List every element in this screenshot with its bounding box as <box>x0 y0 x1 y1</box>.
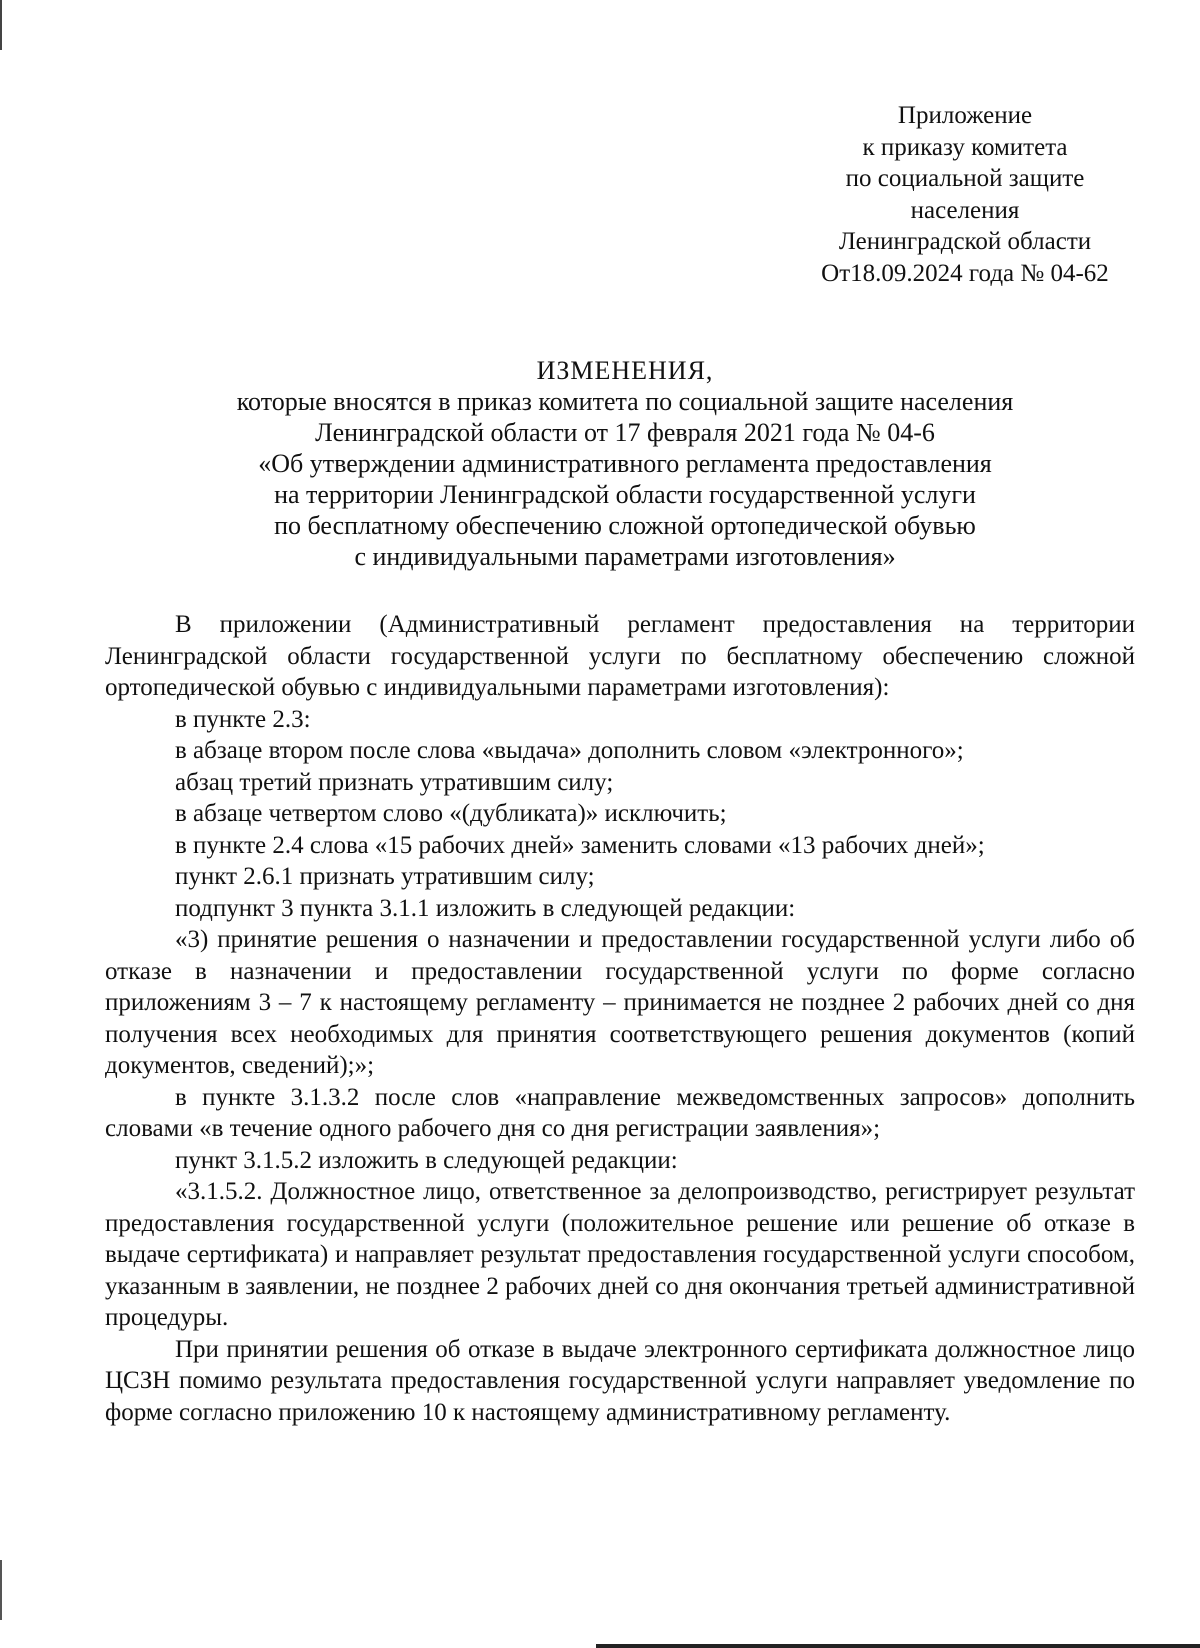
scan-edge <box>0 0 2 50</box>
document-title <box>100 355 1150 572</box>
appendix-line: к приказу комитета <box>862 133 1068 161</box>
appendix-line: по социальной защите <box>845 165 1085 192</box>
body-paragraph: подпункт 3 пункта 3.1.1 изложить в следующей редакции: <box>175 894 796 922</box>
scan-edge <box>0 1560 2 1620</box>
title-line: по бесплатному обеспечению сложной ортопедической обувью <box>274 511 976 540</box>
appendix-block <box>780 100 1150 289</box>
body-paragraph: пункт 3.1.5.2 изложить в следующей редакции: <box>175 1146 678 1174</box>
title-line: на территории Ленинградской области государственной услуги <box>274 480 976 509</box>
title-line: «Об утверждении административного регламента предоставления <box>258 449 992 478</box>
scan-edge <box>596 1644 1200 1648</box>
body-paragraph: «3.1.5.2. Должностное лицо, ответственное за делопроизводство, регистрирует результат предоставления государственной услуги (положительное решение или решение об отказе в выдаче сертификата) и направляет результат предоставления государственной услуги способом, указанным в заявлении, не позднее 2 рабочих дней со дня окончания третьей административной процедуры. <box>105 1178 1135 1331</box>
title-line: Ленинградской области от 17 февраля 2021 года № 04-6 <box>315 418 935 447</box>
title-heading: ИЗМЕНЕНИЯ, <box>536 356 714 385</box>
appendix-line: Приложение <box>897 102 1033 129</box>
document-body <box>105 609 1135 1428</box>
appendix-line: населения <box>910 196 1020 224</box>
body-paragraph: в пункте 2.3: <box>175 705 311 733</box>
body-paragraph: пункт 2.6.1 признать утратившим силу; <box>175 863 595 890</box>
body-paragraph: «3) принятие решения о назначении и предоставлении государственной услуги либо об отказе в назначении и предоставлении государственной услуги по форме согласно приложениям 3 – 7 к настоящему регламенту – принимается не позднее 2 рабочих дней со дня получения всех необходимых для принятия соответствующего решения документов (копий документов, сведений);»; <box>105 926 1135 1079</box>
appendix-line: От18.09.2024 года № 04-62 <box>821 259 1109 287</box>
body-paragraph: в абзаце втором после слова «выдача» дополнить словом «электронного»; <box>175 737 964 764</box>
body-paragraph: В приложении (Административный регламент предоставления на территории Ленинградской области государственной услуги по бесплатному обеспечению сложной ортопедической обувью с индивидуальными параметрами изготовления): <box>105 611 1135 701</box>
title-line: с индивидуальными параметрами изготовления» <box>354 542 896 571</box>
body-paragraph: в пункте 2.4 слова «15 рабочих дней» заменить словами «13 рабочих дней»; <box>175 831 985 859</box>
body-paragraph: в абзаце четвертом слово «(дубликата)» исключить; <box>175 800 727 827</box>
body-paragraph: При принятии решения об отказе в выдаче электронного сертификата должностное лицо ЦСЗН помимо результата предоставления государственной услуги направляет уведомление по форме согласно приложению 10 к настоящему административному регламенту. <box>105 1335 1135 1426</box>
title-line: которые вносятся в приказ комитета по социальной защите населения <box>236 387 1014 416</box>
appendix-line: Ленинградской области <box>838 228 1092 255</box>
body-paragraph: абзац третий признать утратившим силу; <box>175 768 614 796</box>
body-paragraph: в пункте 3.1.3.2 после слов «направление межведомственных запросов» дополнить словами «в течение одного рабочего дня со дня регистрации заявления»; <box>105 1083 1135 1142</box>
